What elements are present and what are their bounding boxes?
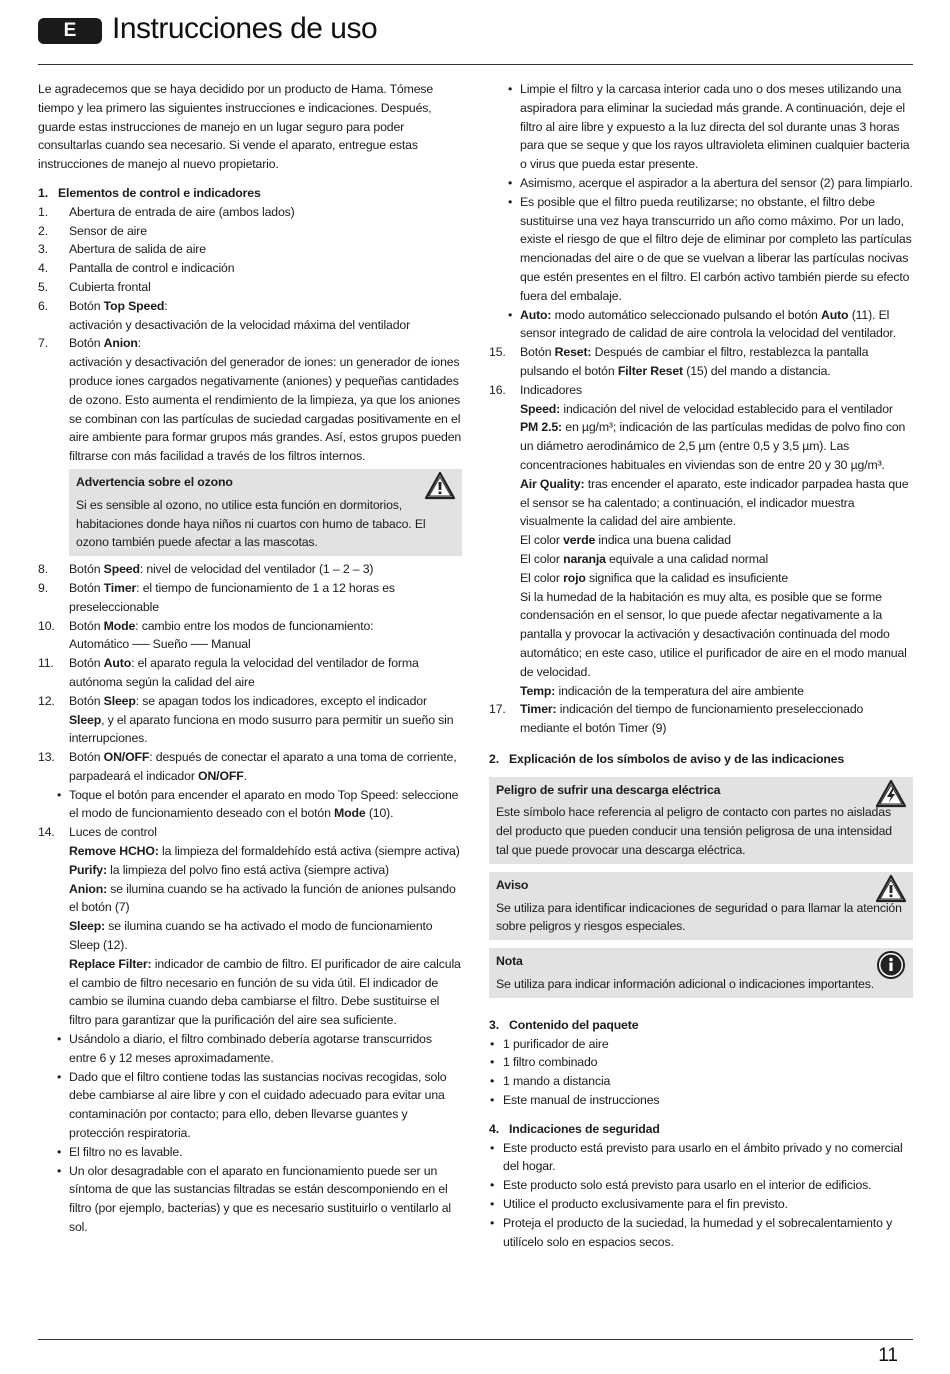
bullet-item: • 1 mando a distancia: [489, 1072, 913, 1091]
list-item: 1. Abertura de entrada de aire (ambos lados): [38, 204, 295, 219]
ozone-warning-box: [69, 469, 462, 556]
section-heading-3: 3. Contenido del paquete: [489, 1017, 639, 1032]
section-heading-1: 1. Elementos de control e indicadores: [38, 185, 261, 200]
bullet-item: • Este producto solo está previsto para usarlo en el interior de edificios.: [489, 1176, 913, 1195]
box-title: Aviso: [496, 877, 529, 892]
box-title: Nota: [496, 954, 523, 969]
bullet-item: • Asimismo, acerque el aspirador a la abertura del sensor (2) para limpiarlo.: [489, 174, 913, 193]
page-number: 11: [878, 1345, 898, 1366]
list-item: 5. Cubierta frontal: [38, 279, 151, 294]
box-title: Peligro de sufrir una descarga eléctrica: [496, 782, 721, 797]
warning-icon: [424, 471, 456, 501]
electric-shock-box: [489, 777, 913, 864]
box-text: Se utiliza para indicar información adicional o indicaciones importantes.: [496, 977, 874, 992]
warning-icon: [875, 874, 907, 904]
aviso-box: [489, 872, 913, 940]
bullet-item: • Toque el botón para encender el aparato en modo Top Speed: seleccione el modo de funcionamiento deseado con el botón Mode (10).: [38, 786, 462, 824]
box-text: Si es sensible al ozono, no utilice esta función en dormitorios, habitaciones donde haya niños ni cuartos con humo de tabaco. El ozono también puede afectar a las mascotas.: [76, 497, 426, 550]
bullet-item: • Dado que el filtro contiene todas las sustancias nocivas recogidas, solo debe cambiarse al aire libre y con el cuidado adecuado para evitar una contaminación por contacto; para ello, deben llevarse guantes y protección respiratoria.: [38, 1068, 462, 1143]
light-entry: Purify: la limpieza del polvo fino está activa (siempre activa): [69, 862, 389, 877]
left-column: [38, 80, 462, 1237]
mode-sequence: Automático ── Sueño ── Manual: [69, 637, 251, 652]
section-heading-2: 2. Explicación de los símbolos de aviso y de las indicaciones: [489, 751, 845, 766]
list-item-desc: activación y desactivación de la velocidad máxima del ventilador: [69, 317, 411, 332]
bullet-item: • Este manual de instrucciones: [489, 1091, 913, 1110]
box-title: Advertencia sobre el ozono: [76, 474, 233, 489]
light-entry: Anion: se ilumina cuando se ha activado la función de aniones pulsando el botón (7): [69, 881, 456, 915]
list-item: 4. Pantalla de control e indicación: [38, 261, 235, 276]
humidity-note: Si la humedad de la habitación es muy alta, es posible que se forme condensación en el sensor, lo que puede afectar negativamente a la pantalla y provocar la activación y desactivación continuada del modo automático; en este caso, utilice el purificador de aire en el modo manual de velocidad.: [520, 589, 907, 679]
list-item-auto: 11. Botón Auto: el aparato regula la velocidad del ventilador de forma autónoma según la calidad del aire: [38, 656, 419, 689]
info-icon: [875, 950, 907, 980]
indicator-entry: Air Quality: tras encender el aparato, este indicador parpadea hasta que el sensor se ha calentado; a continuación, el indicador muestra visualmente la calidad del aire ambiente.: [520, 476, 909, 529]
bullet-item: • 1 purificador de aire: [489, 1035, 913, 1054]
right-column: [489, 80, 913, 1251]
box-text: Se utiliza para identificar indicaciones de seguridad o para llamar la atención sobre peligros y riesgos especiales.: [496, 900, 902, 934]
list-item: 2. Sensor de aire: [38, 223, 147, 238]
bullet-item: • Un olor desagradable con el aparato en funcionamiento puede ser un síntoma de que las sustancias filtradas se están descomponiendo en el filtro (por ejemplo, bacterias) y que es necesario sustituirlo o ventilarlo al sol.: [38, 1162, 462, 1237]
bullet-item: • Utilice el producto exclusivamente para el fin previsto.: [489, 1195, 913, 1214]
page-title: Instrucciones de uso: [112, 12, 378, 45]
color-red-line: El color rojo significa que la calidad es insuficiente: [520, 570, 789, 585]
language-badge: E: [38, 18, 102, 44]
bullet-item: • 1 filtro combinado: [489, 1053, 913, 1072]
list-item-indicators: 16. Indicadores: [489, 382, 582, 397]
bullet-item: • Proteja el producto de la suciedad, la humedad y el sobrecalentamiento y utilícelo solo en espacios secos.: [489, 1214, 913, 1252]
list-item-timer-indicator: 17. Timer: indicación del tiempo de funcionamiento preseleccionado mediante el botón Timer (9): [489, 702, 864, 736]
footer-divider: [38, 1339, 913, 1340]
bullet-item: • El filtro no es lavable.: [38, 1143, 462, 1162]
light-entry: Remove HCHO: la limpieza del formaldehído está activa (siempre activa): [69, 844, 460, 859]
list-item-speed: 8. Botón Speed: nivel de velocidad del ventilador (1 – 2 – 3): [38, 562, 374, 577]
section-heading-4: 4. Indicaciones de seguridad: [489, 1121, 660, 1136]
list-item-on-off: 13. Botón ON/OFF: después de conectar el aparato a una toma de corriente, parpadeará el indicador ON/OFF.: [38, 750, 457, 783]
indicator-entry: Temp: indicación de la temperatura del aire ambiente: [520, 683, 804, 698]
list-item: 3. Abertura de salida de aire: [38, 242, 206, 257]
bullet-item: • Usándolo a diario, el filtro combinado debería agotarse transcurridos entre 6 y 12 meses aproximadamente.: [38, 1030, 462, 1068]
list-item-reset: 15. Botón Reset: Después de cambiar el filtro, restablezca la pantalla pulsando el botón Filter Reset (15) del mando a distancia.: [489, 345, 869, 378]
color-orange-line: El color naranja equivale a una calidad normal: [520, 551, 769, 566]
bullet-item: • Auto: modo automático seleccionado pulsando el botón Auto (11). El sensor integrado de calidad de aire controla la velocidad del ventilador.: [489, 306, 913, 344]
color-green-line: El color verde indica una buena calidad: [520, 533, 731, 548]
bullet-item: • Limpie el filtro y la carcasa interior cada uno o dos meses utilizando una aspiradora para eliminar la suciedad más grande. A continuación, deje el filtro al aire libre y expuesto a la luz directa del sol durante unas 3 horas para que se seque y que los rayos ultravioleta eliminen cualquier bacteria o virus que pueda estar presente.: [489, 80, 913, 174]
bullet-item: • Es posible que el filtro pueda reutilizarse; no obstante, el filtro debe sustituirse una vez haya transcurrido un año como máximo. Por un lado, existe el riesgo de que el filtro deje de eliminar por completo las partículas mencionadas del aire o de que se vuelvan a liberar las partículas nocivas que estén presentes en el filtro. El carbón activo también pierde su efecto fuera del embalaje.: [489, 193, 913, 306]
light-entry: Sleep: se ilumina cuando se ha activado el modo de funcionamiento Sleep (12).: [69, 919, 433, 953]
page-header: [38, 14, 913, 65]
box-text: Este símbolo hace referencia al peligro de contacto con partes no aisladas del producto que pueden conducir una tensión peligrosa de una intensidad tal que puede provocar una descarga eléctrica.: [496, 805, 892, 858]
electric-shock-icon: [875, 779, 907, 809]
list-item-top-speed: 6. Botón Top Speed:: [38, 298, 168, 313]
list-item-lights: 14. Luces de control: [38, 825, 157, 840]
indicator-entry: Speed: indicación del nivel de velocidad establecido para el ventilador: [520, 401, 893, 416]
list-item-timer: 9. Botón Timer: el tiempo de funcionamiento de 1 a 12 horas es preseleccionable: [38, 580, 395, 614]
list-item-anion: 7. Botón Anion:: [38, 336, 142, 351]
list-item-mode: 10. Botón Mode: cambio entre los modos de funcionamiento:: [38, 618, 374, 633]
list-item-sleep: 12. Botón Sleep: se apagan todos los indicadores, excepto el indicador Sleep, y el aparato funciona en modo susurro para permitir un sueño sin interrupciones.: [38, 693, 454, 746]
nota-box: [489, 948, 913, 998]
intro-paragraph: Le agradecemos que se haya decidido por un producto de Hama. Tómese tiempo y lea primero las siguientes instrucciones e indicaciones. Después, guarde estas instrucciones de manejo en un lugar seguro para poder consultarlas cuando sea necesario. Si vende el aparato, entregue estas instrucciones de manejo al nuevo propietario.: [38, 82, 434, 172]
indicator-entry: PM 2.5: en µg/m³; indicación de las partículas medidas de polvo fino con un diámetro aerodinámico de 2,5 µm (entre 0,5 y 3,5 µm). Las concentraciones habituales en viviendas son de entre 20 y 30 µg/m³.: [520, 420, 906, 472]
list-item-desc: activación y desactivación del generador de iones: un generador de iones produce iones cargados negativamente (aniones) y pequeñas cantidades de ozono. Esto aumenta el rendimiento de la limpieza, ya que los aniones se combinan con las partículas de suciedad cargadas positivamente en el aire ambiente para formar grupos más grandes. Así, estos grupos pueden filtrarse con más facilidad a través de los filtros internos.: [69, 355, 462, 464]
light-entry: Replace Filter: indicador de cambio de filtro. El purificador de aire calcula el cambio de filtro necesario en función de su vida útil. El indicador de cambio se ilumina cuando deba cambiarse el filtro. Debe sustituirse el filtro para garantizar que la purificación del aire sea suficiente.: [69, 956, 461, 1028]
bullet-item: • Este producto está previsto para usarlo en el ámbito privado y no comercial del hogar.: [489, 1139, 913, 1177]
